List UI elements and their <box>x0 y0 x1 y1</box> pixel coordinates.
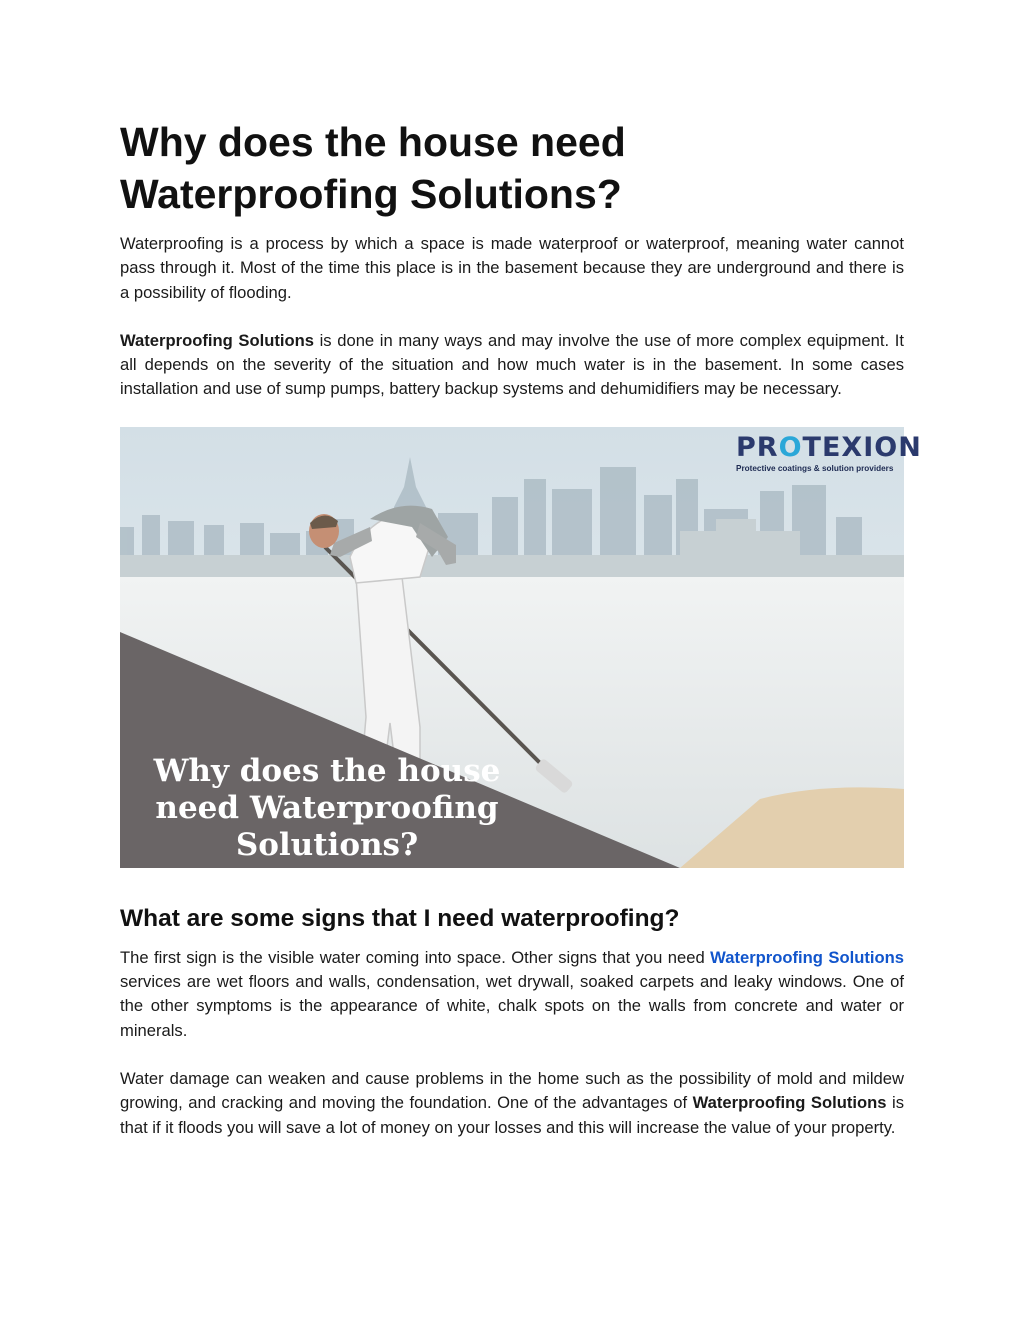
overlay-line-1: Why does the house <box>153 752 501 789</box>
methods-lead-bold: Waterproofing Solutions <box>120 330 314 350</box>
intro-paragraph: Waterproofing is a process by which a space is made waterproof or waterproof, meaning water cannot pass through it. Most of the time this place is in the basement because they are underground and there is a possibility of flooding. <box>120 234 904 302</box>
section-heading: What are some signs that I need waterproofing? <box>120 904 680 932</box>
signs-text-after: services are wet floors and walls, condensation, wet drywall, soaked carpets and leaky windows. One of the other symptoms is the appearance of white, chalk spots on the walls from concrete and water or minerals. <box>120 972 904 1040</box>
article <box>120 116 922 1140</box>
signs-text-before: The first sign is the visible water coming into space. Other signs that you need <box>120 947 711 967</box>
damage-text-before: Water damage can weaken and cause problems in the home such as the possibility of mold and mildew growing, and cracking and moving the foundation. One of the advantages of <box>120 1068 904 1113</box>
damage-text-after: is that if it floods you will save a lot of money on your losses and this will increase the value of your property. <box>120 1093 904 1137</box>
overlay-line-3: Solutions? <box>235 826 419 863</box>
page-title: Why does the house need Waterproofing Solutions? <box>120 119 626 217</box>
waterproofing-solutions-link[interactable]: Waterproofing Solutions <box>710 947 904 967</box>
damage-paragraph <box>120 1067 904 1140</box>
logo-tagline: Protective coatings & solution providers <box>736 463 894 473</box>
logo-wordmark: PROTEXION <box>736 431 922 463</box>
feature-image <box>120 427 922 868</box>
damage-bold-term: Waterproofing Solutions <box>692 1093 887 1113</box>
protexion-logo <box>736 431 922 474</box>
methods-paragraph <box>120 329 904 402</box>
overlay-line-2: need Waterproofing <box>155 789 499 826</box>
image-overlay-title <box>132 753 522 864</box>
signs-paragraph <box>120 946 904 1043</box>
methods-rest-text: is done in many ways and may involve the use of more complex equipment. It all depends on the severity of the situation and how much water is in the basement. In some cases installation and use of sump pumps, battery backup systems and dehumidifiers may be necessary. <box>120 330 904 399</box>
logo-o-icon: O <box>778 431 803 463</box>
